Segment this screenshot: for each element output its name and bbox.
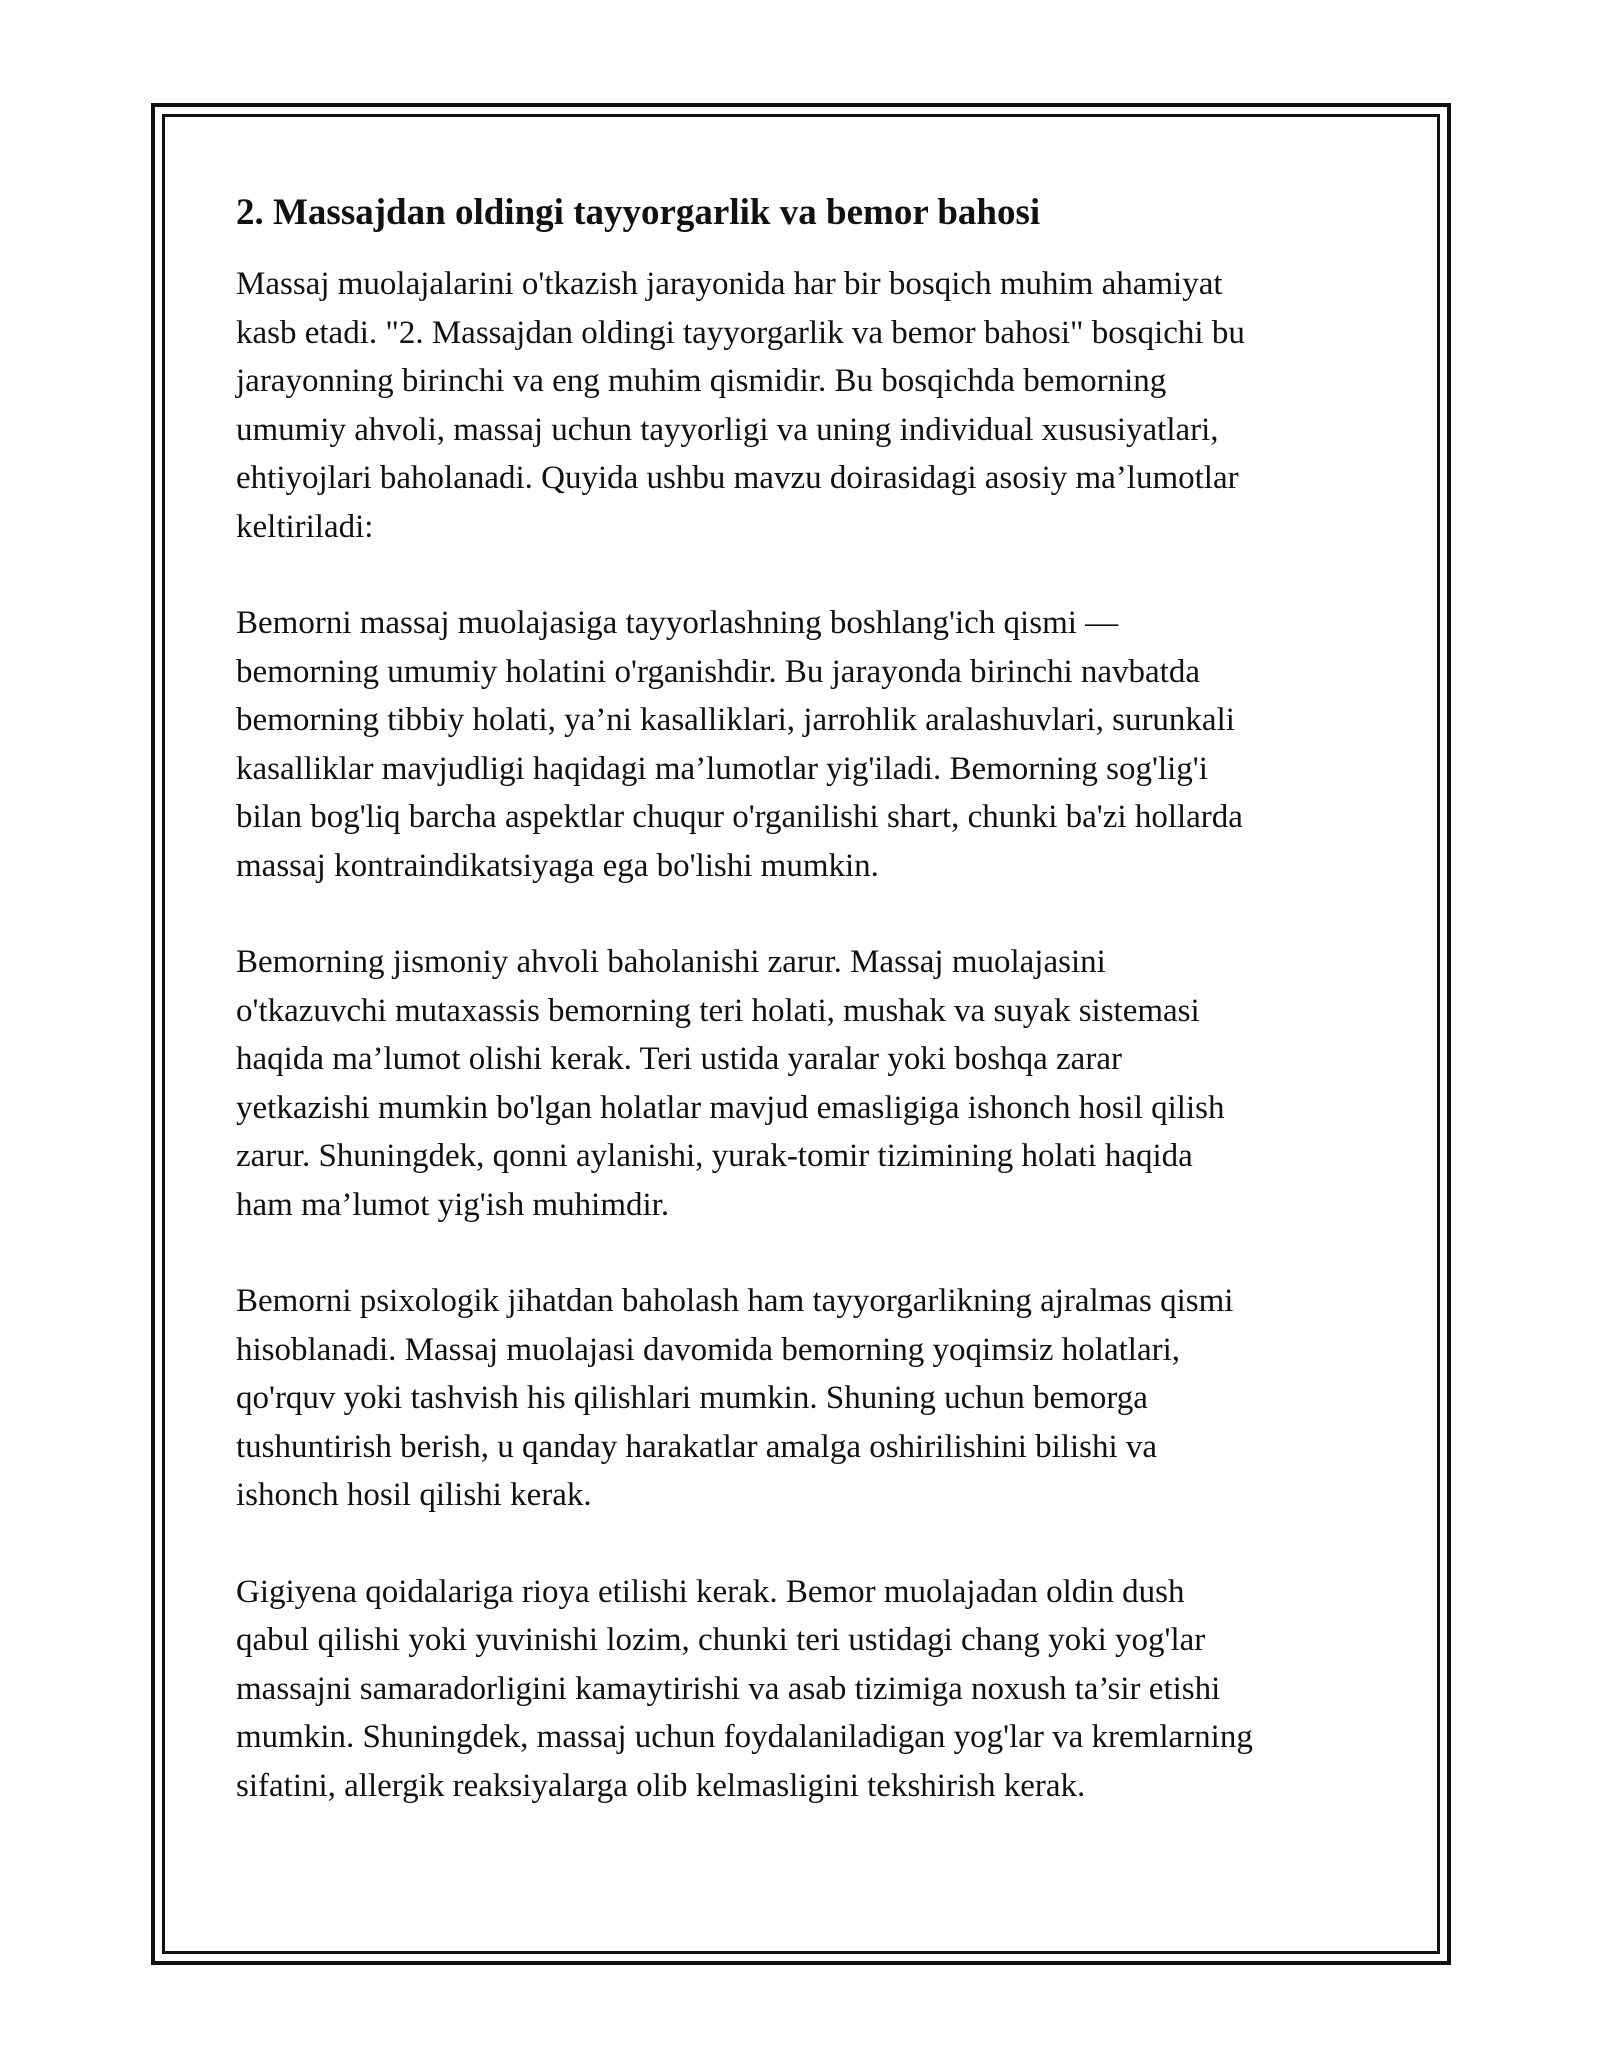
text-line: qabul qilishi yoki yuvinishi lozim, chunki teri ustidagi chang yoki yog'lar bbox=[236, 1622, 1206, 1658]
text-line: keltiriladi: bbox=[236, 508, 374, 545]
text-line: tushuntirish berish, u qanday harakatlar amalga oshirilishini bilishi va bbox=[236, 1428, 1158, 1465]
text-line: mumkin. Shuningdek, massaj uchun foydalaniladigan yog'lar va kremlarning bbox=[236, 1719, 1253, 1755]
paragraph-4 bbox=[236, 1277, 1376, 1520]
text-line: hisoblanadi. Massaj muolajasi davomida bemorning yoqimsiz holatlari, bbox=[236, 1331, 1180, 1368]
paragraph-list bbox=[236, 260, 1376, 1810]
text-line: Gigiyena qoidalariga rioya etilishi kerak. Bemor muolajadan oldin dush bbox=[236, 1573, 1185, 1610]
section-heading: 2. Massajdan oldingi tayyorgarlik va bemor bahosi bbox=[236, 192, 1041, 233]
text-line: Bemorni psixologik jihatdan baholash ham tayyorgarlikning ajralmas qismi bbox=[236, 1283, 1234, 1319]
text-line: ishonch hosil qilishi kerak. bbox=[236, 1477, 592, 1513]
text-line: qo'rquv yoki tashvish his qilishlari mumkin. Shuning uchun bemorga bbox=[236, 1380, 1148, 1416]
text-line: jarayonning birinchi va eng muhim qismidir. Bu bosqichda bemorning bbox=[236, 363, 1167, 399]
text-line: bemorning umumiy holatini o'rganishdir. Bu jarayonda birinchi navbatda bbox=[236, 653, 1200, 690]
text-line: kasb etadi. "2. Massajdan oldingi tayyorgarlik va bemor bahosi" bosqichi bu bbox=[236, 314, 1245, 351]
paragraph-5 bbox=[236, 1568, 1376, 1811]
text-line: haqida ma’lumot olishi kerak. Teri ustida yaralar yoki boshqa zarar bbox=[236, 1041, 1122, 1077]
text-line: ehtiyojlari baholanadi. Quyida ushbu mavzu doirasidagi asosiy ma’lumotlar bbox=[236, 460, 1239, 496]
text-line: Massaj muolajalarini o'tkazish jarayonida har bir bosqich muhim ahamiyat bbox=[236, 266, 1223, 302]
text-line: bilan bog'liq barcha aspektlar chuqur o'rganilishi shart, chunki ba'zi hollarda bbox=[236, 799, 1243, 835]
paragraph-3 bbox=[236, 938, 1376, 1229]
text-line: ham ma’lumot yig'ish muhimdir. bbox=[236, 1186, 670, 1223]
text-line: massajni samaradorligini kamaytirishi va asab tizimiga noxush ta’sir etishi bbox=[236, 1670, 1221, 1707]
text-line: sifatini, allergik reaksiyalarga olib kelmasligini tekshirish kerak. bbox=[236, 1767, 1086, 1804]
text-line: o'tkazuvchi mutaxassis bemorning teri holati, mushak va suyak sistemasi bbox=[236, 992, 1200, 1029]
text-line: bemorning tibbiy holati, ya’ni kasalliklari, jarrohlik aralashuvlari, surunkali bbox=[236, 702, 1235, 738]
text-line: Bemorning jismoniy ahvoli baholanishi zarur. Massaj muolajasini bbox=[236, 944, 1106, 980]
text-line: umumiy ahvoli, massaj uchun tayyorligi va uning individual xususiyatlari, bbox=[236, 411, 1219, 448]
document-body bbox=[236, 186, 1376, 1858]
paragraph-1 bbox=[236, 260, 1376, 551]
text-line: Bemorni massaj muolajasiga tayyorlashning boshlang'ich qismi — bbox=[236, 605, 1119, 641]
text-line: zarur. Shuningdek, qonni aylanishi, yurak-tomir tizimining holati haqida bbox=[236, 1138, 1193, 1174]
text-line: massaj kontraindikatsiyaga ega bo'lishi mumkin. bbox=[236, 847, 879, 884]
paragraph-2 bbox=[236, 599, 1376, 890]
text-line: yetkazishi mumkin bo'lgan holatlar mavjud emasligiga ishonch hosil qilish bbox=[236, 1089, 1225, 1126]
text-line: kasalliklar mavjudligi haqidagi ma’lumotlar yig'iladi. Bemorning sog'lig'i bbox=[236, 750, 1208, 787]
